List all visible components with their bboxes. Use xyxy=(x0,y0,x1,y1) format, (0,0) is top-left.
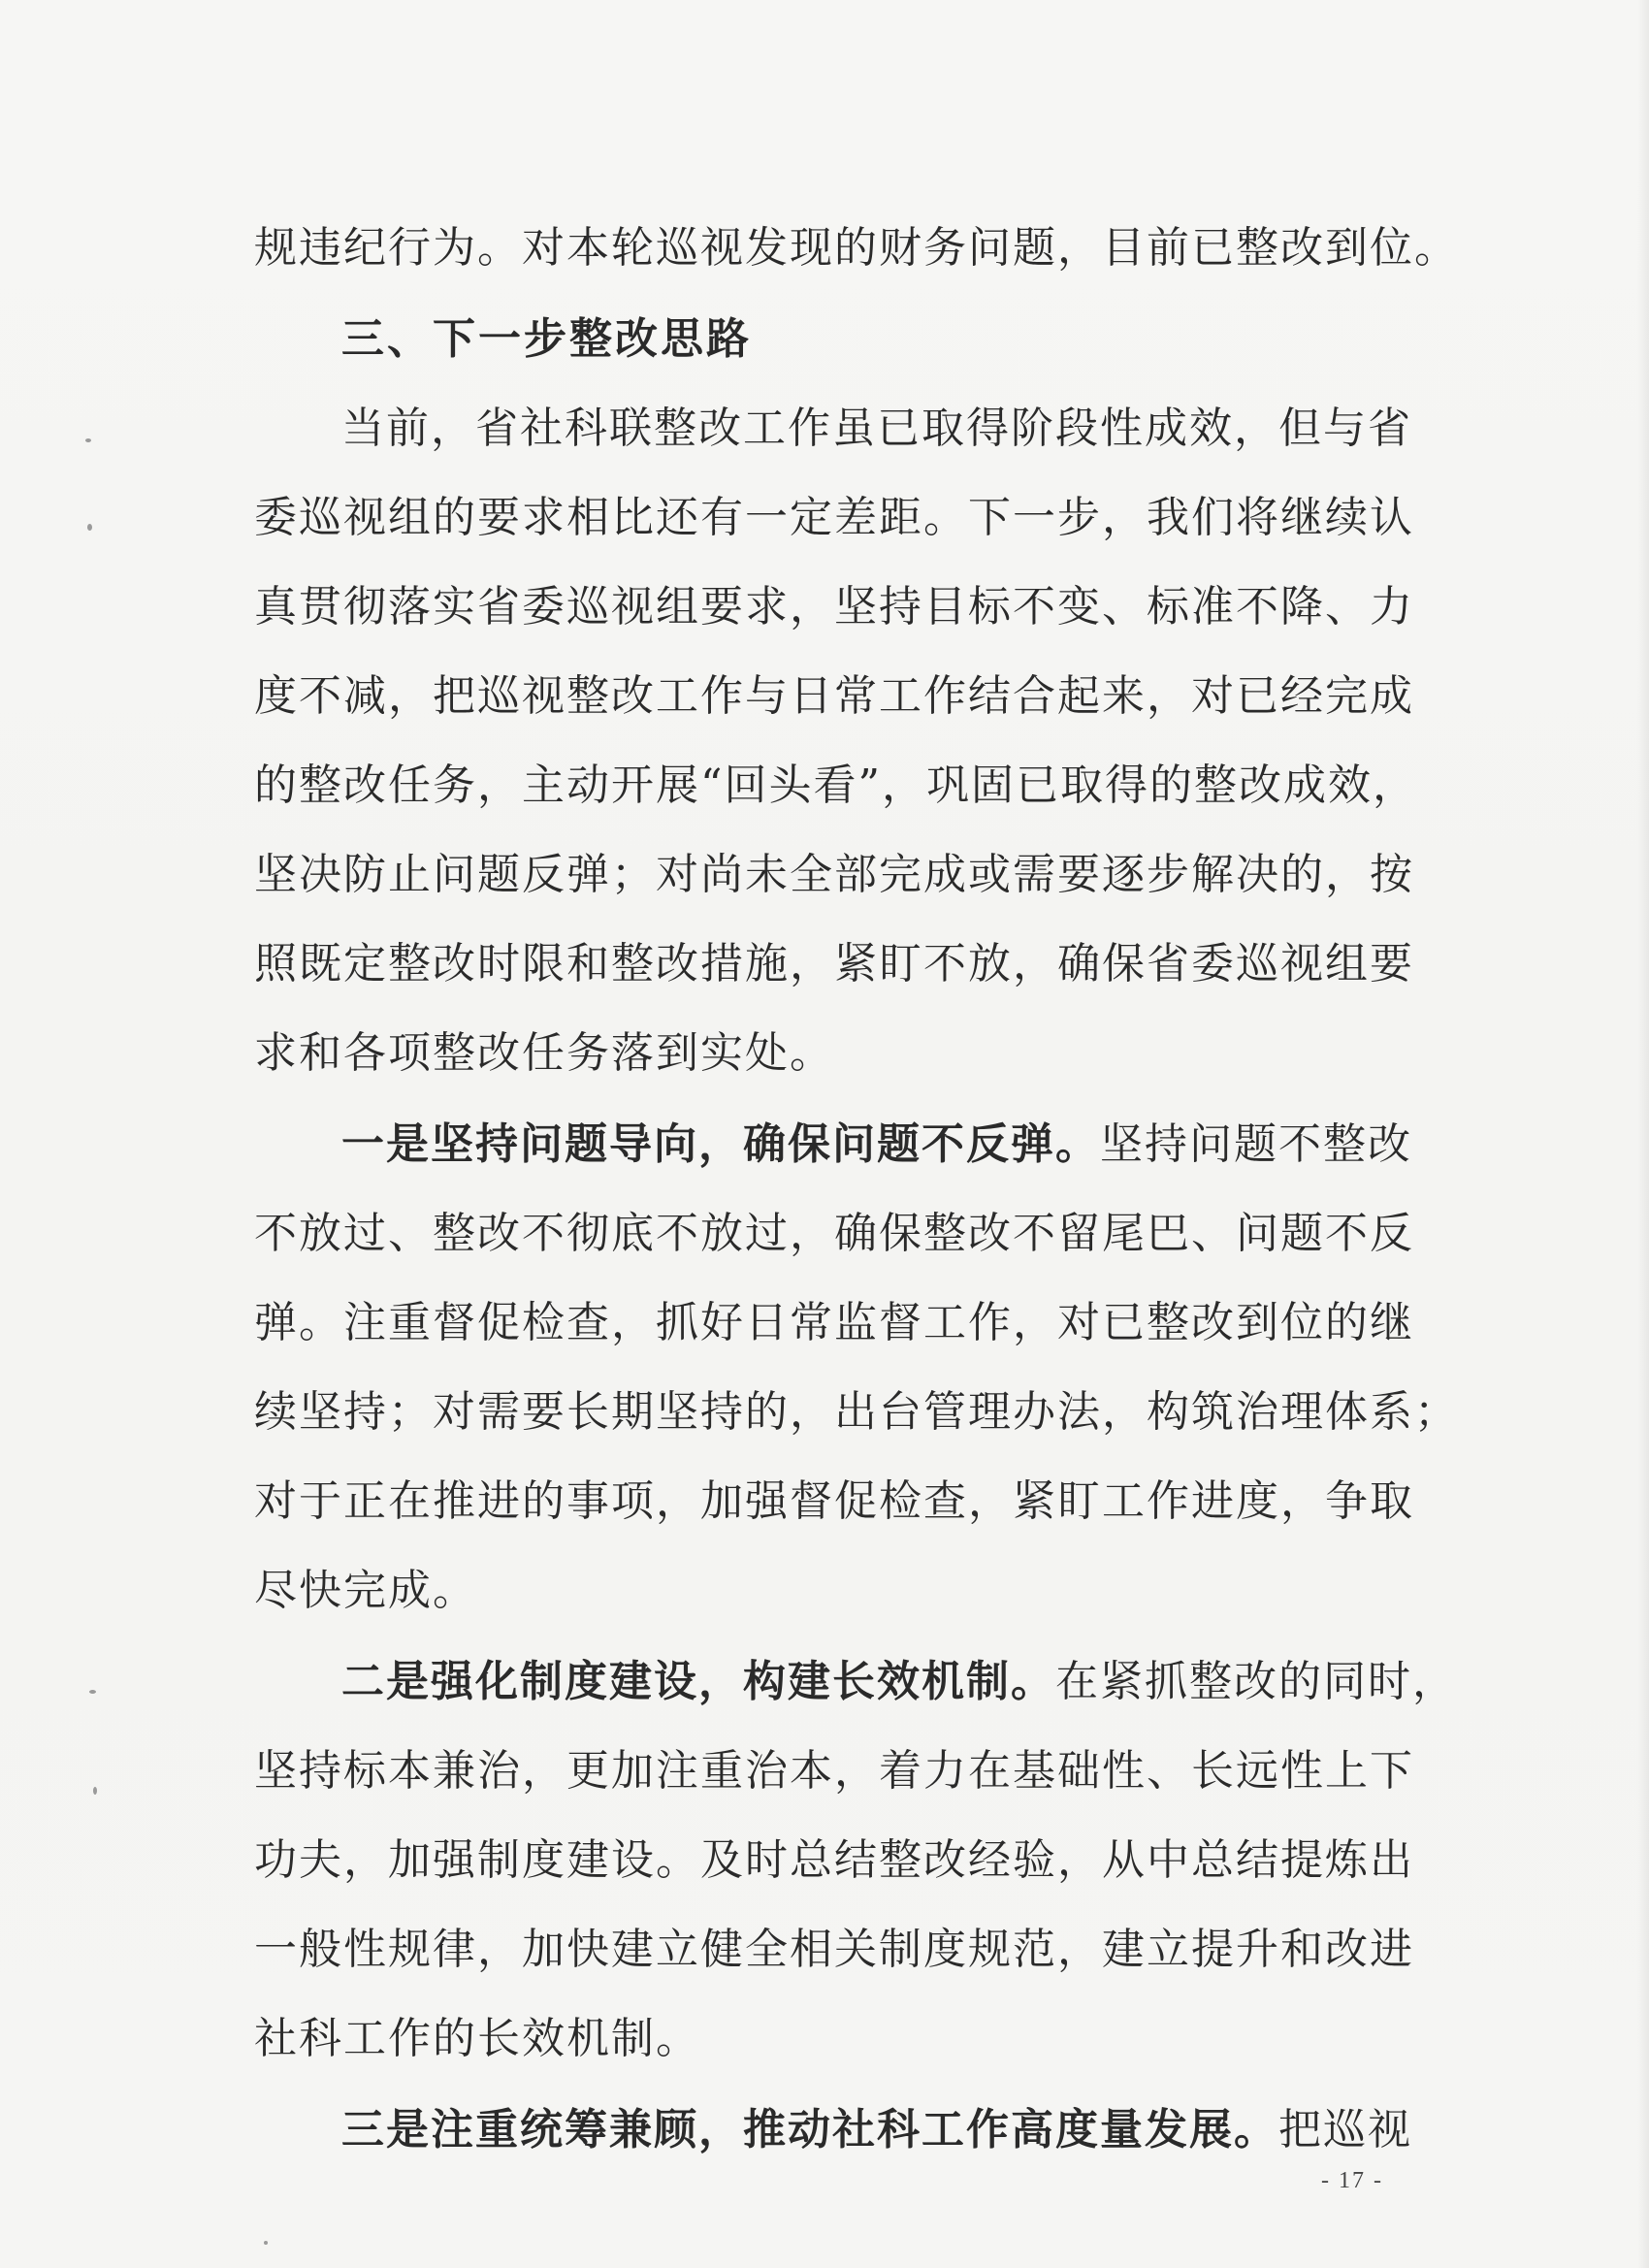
bold-lead: 二是强化制度建设，构建长效机制。 xyxy=(341,1657,1055,1706)
section-heading: 三、下一步整改思路 xyxy=(341,314,752,364)
page-number: - 17 - xyxy=(1321,2168,1383,2193)
text-line: 坚决防止问题反弹；对尚未全部完成或需要逐步解决的，按 xyxy=(254,850,1414,899)
text-line: 真贯彻落实省委巡视组要求，坚持目标不变、标准不降、力 xyxy=(254,582,1414,632)
text-line: 对于正在推进的事项，加强督促检查，紧盯工作进度，争取 xyxy=(254,1476,1414,1526)
scan-speck xyxy=(85,438,91,442)
scan-speck xyxy=(87,524,92,531)
text-line: 度不减，把巡视整改工作与日常工作结合起来，对已经完成 xyxy=(254,671,1414,721)
text-line: 不放过、整改不彻底不放过，确保整改不留尾巴、问题不反 xyxy=(254,1209,1414,1258)
text-line: 弹。注重督促检查，抓好日常监督工作，对已整改到位的继 xyxy=(254,1298,1414,1347)
text-line: 规违纪行为。对本轮巡视发现的财务问题，目前已整改到位。 xyxy=(254,223,1459,273)
text-run: 在紧抓整改的同时， xyxy=(1055,1657,1457,1706)
bold-lead: 三是注重统筹兼顾，推动社科工作高度量发展。 xyxy=(341,2105,1278,2155)
bold-lead: 一是坚持问题导向，确保问题不反弹。 xyxy=(341,1119,1100,1169)
text-line: 尽快完成。 xyxy=(254,1566,477,1615)
scan-shadow xyxy=(1637,0,1649,2268)
text-line: 照既定整改时限和整改措施，紧盯不放，确保省委巡视组要 xyxy=(254,939,1414,988)
text-line: 委巡视组的要求相比还有一定差距。下一步，我们将继续认 xyxy=(254,493,1414,542)
text-line: 一般性规律，加快建立健全相关制度规范，建立提升和改进 xyxy=(254,1925,1414,1974)
scan-speck xyxy=(93,1787,97,1795)
text-line: 的整改任务，主动开展“回头看”，巩固已取得的整改成效， xyxy=(254,761,1417,810)
text-run: 把巡视 xyxy=(1278,2105,1412,2155)
scan-speck xyxy=(264,2241,268,2245)
paragraph-lead-line xyxy=(341,1653,1457,1711)
text-line: 社科工作的长效机制。 xyxy=(254,2014,700,2063)
paragraph-lead-line xyxy=(341,2101,1412,2159)
text-run: 坚持问题不整改 xyxy=(1100,1119,1412,1169)
paragraph-lead-line xyxy=(341,1116,1412,1174)
text-line: 当前，省社科联整改工作虽已取得阶段性成效，但与省 xyxy=(341,404,1412,453)
text-line: 功夫，加强制度建设。及时总结整改经验，从中总结提炼出 xyxy=(254,1835,1414,1885)
text-line: 求和各项整改任务落到实处。 xyxy=(254,1028,834,1078)
text-line: 续坚持；对需要长期坚持的，出台管理办法，构筑治理体系； xyxy=(254,1387,1459,1437)
scan-speck xyxy=(89,1690,96,1694)
text-line: 坚持标本兼治，更加注重治本，着力在基础性、长远性上下 xyxy=(254,1746,1414,1796)
